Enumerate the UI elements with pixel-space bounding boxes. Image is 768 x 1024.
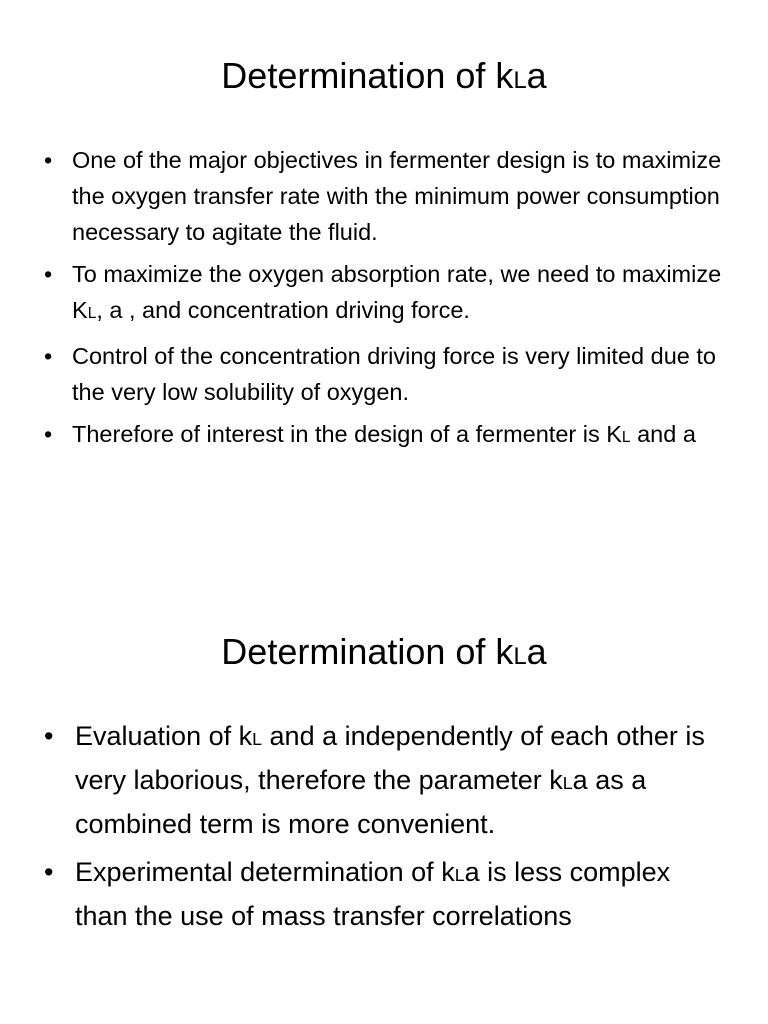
- bullet-subscript: L: [252, 729, 263, 749]
- bullet-text-end: a as a combined term is more convenient.: [75, 765, 647, 839]
- bullet-text: Experimental determination of k: [75, 857, 455, 887]
- bullet-dot: •: [44, 721, 54, 751]
- bullet-item: [44, 256, 728, 332]
- bullet-list: [44, 142, 728, 462]
- bullet-text-cont: , a , and concentration driving force.: [96, 297, 470, 323]
- bullet-text-cont: and a independently of each other is very laborious, therefore the parameter k: [75, 721, 705, 795]
- title-end: a: [526, 55, 547, 96]
- slide-2: [0, 578, 768, 1024]
- slide-title: [0, 54, 768, 103]
- bullet-subscript: L: [562, 773, 573, 793]
- bullet-item: [44, 142, 728, 250]
- bullet-dot: •: [44, 147, 53, 173]
- bullet-text: Therefore of interest in the design of a fermenter is K: [72, 421, 622, 447]
- bullet-text-cont: a is less complex than the use of mass transfer correlations: [75, 857, 671, 931]
- title-subscript: L: [513, 643, 527, 670]
- title-end: a: [526, 631, 547, 672]
- bullet-text: Evaluation of k: [75, 721, 253, 751]
- bullet-dot: •: [44, 261, 53, 287]
- title-main: Determination of k: [221, 55, 514, 96]
- bullet-item: [44, 716, 728, 845]
- bullet-text: To maximize the oxygen absorption rate, we need to maximize K: [72, 261, 722, 323]
- title-subscript: L: [513, 67, 527, 94]
- bullet-subscript: L: [621, 429, 631, 446]
- bullet-list: [44, 716, 728, 944]
- slide-title: [0, 630, 768, 679]
- bullet-text-cont: and a: [630, 421, 696, 447]
- bullet-dot: •: [44, 857, 54, 887]
- bullet-subscript: L: [454, 865, 465, 885]
- bullet-dot: •: [44, 343, 53, 369]
- bullet-subscript: L: [87, 305, 97, 322]
- bullet-item: [44, 416, 728, 456]
- bullet-dot: •: [44, 421, 53, 447]
- bullet-text: Control of the concentration driving force is very limited due to the very low solubility of oxygen.: [72, 343, 716, 405]
- bullet-item: [44, 852, 728, 937]
- bullet-text: One of the major objectives in fermenter design is to maximize the oxygen transfer rate with the minimum power consumption necessary to agitate the fluid.: [72, 147, 722, 245]
- bullet-item: [44, 338, 728, 410]
- title-main: Determination of k: [221, 631, 514, 672]
